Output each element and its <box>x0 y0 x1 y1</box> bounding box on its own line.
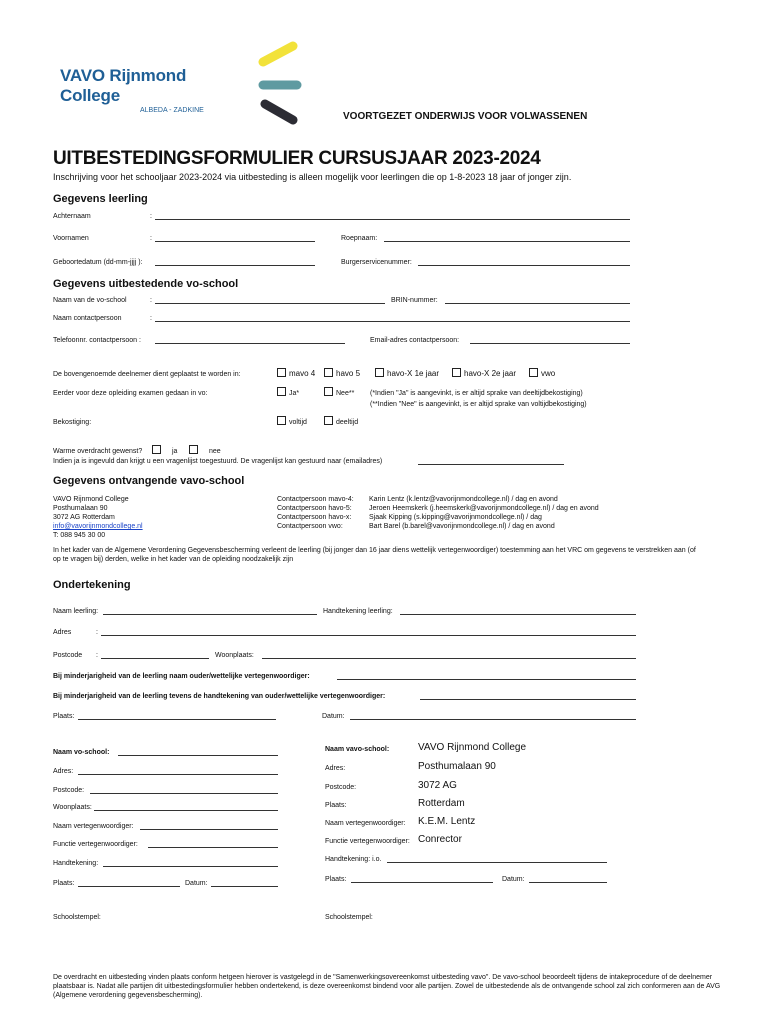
vragenlijst-email-field[interactable] <box>418 464 564 465</box>
label-postcode-vavo: Postcode: <box>325 784 357 791</box>
checkbox-icon[interactable] <box>452 368 461 377</box>
datum-vo-field[interactable] <box>211 886 278 887</box>
intro-text: Inschrijving voor het schooljaar 2023-2024 via uitbesteding is alleen mogelijk voor leerlingen die op 1-8-2023 18 jaar of jonger zijn. <box>53 172 572 182</box>
checkbox-icon[interactable] <box>324 387 333 396</box>
label-naam-vavo-school: Naam vavo-school: <box>325 746 390 753</box>
checkbox-icon[interactable] <box>324 368 333 377</box>
checkbox-icon[interactable] <box>277 368 286 377</box>
section-vo-school: Gegevens uitbestedende vo-school <box>53 278 239 290</box>
label-handtekening-vavo: Handtekening: i.o. <box>325 856 382 863</box>
label-brin: BRIN-nummer: <box>391 297 438 304</box>
label-handtekening-leerling: Handtekening leerling: <box>323 608 393 615</box>
indien-text: Indien ja is ingevuld dan krijgt u een vragenlijst toegestuurd. De vragenlijst kan gestuurd naar (emailadres) <box>53 458 383 465</box>
postcode-field[interactable] <box>101 658 209 659</box>
label-naam-vo: Naam van de vo-school <box>53 297 127 304</box>
value-naam-vavo-school: VAVO Rijnmond College <box>418 742 527 753</box>
label-plaats-vavo-2: Plaats: <box>325 876 347 883</box>
plaats-field[interactable] <box>78 719 276 720</box>
plaats-vavo-field[interactable] <box>351 882 493 883</box>
colon: : <box>150 297 152 304</box>
checkbox-icon[interactable] <box>277 387 286 396</box>
label-functie-vertegenwoordiger-vo: Functie vertegenwoordiger: <box>53 841 138 848</box>
email-field[interactable] <box>470 343 630 344</box>
colon: : <box>150 315 152 322</box>
ouder-handtekening-field[interactable] <box>420 699 636 700</box>
page-title: UITBESTEDINGSFORMULIER CURSUSJAAR 2023-2024 <box>53 148 541 169</box>
label-datum-vo: Datum: <box>185 880 208 887</box>
label-warme: Warme overdracht gewenst? <box>53 448 143 455</box>
label-minderjarig-handtekening: Bij minderjarigheid van de leerling tevens de handtekening van ouder/wettelijke vertegenwoordiger: <box>53 693 386 700</box>
option-deeltijd[interactable]: deeltijd <box>324 416 358 427</box>
label-schoolstempel-vavo: Schoolstempel: <box>325 914 373 921</box>
contact-row: Contactpersoon havo-x: Sjaak Kipping (s.kipping@vavorijnmondcollege.nl) / dag <box>277 514 542 521</box>
brin-field[interactable] <box>445 303 630 304</box>
value-adres-vavo: Posthumalaan 90 <box>418 761 496 772</box>
footer-text: De overdracht en uitbesteding vinden plaats conform hetgeen hierover is vastgelegd in de "Samenwerkingsovereenkomst uitbesteding vavo". De vavo-school beoordeelt tijdens de intakeprocedure of de deelnemer plaatsbaar is. Nadat alle partijen dit uitbestedingsformulier hebben ondertekend, is deze overeenkomst bindend voor alle partijen. Zowel de uitbestedende als de ontvangende school zal zich conformeren aan de AVG (Algemene verordening gegevensbescherming). <box>53 974 721 999</box>
label-adres-vavo: Adres: <box>325 765 346 772</box>
label-postcode-vo: Postcode: <box>53 787 85 794</box>
vavo-address-line: VAVO Rijnmond College <box>53 496 129 503</box>
label-woonplaats-vo: Woonplaats: <box>53 804 92 811</box>
logo-sub-text: ALBEDA - ZADKINE <box>140 107 204 114</box>
handtekening-leerling-field[interactable] <box>400 614 636 615</box>
vavo-contacts <box>277 495 599 531</box>
value-plaats-vavo: Rotterdam <box>418 798 465 809</box>
adres-field[interactable] <box>101 635 636 636</box>
datum-vavo-field[interactable] <box>529 882 607 883</box>
colon: : <box>150 235 152 242</box>
checkbox-icon[interactable] <box>152 445 161 454</box>
contact-row: Contactpersoon vwo: Bart Barel (b.barel@vavorijnmondcollege.nl) / dag en avond <box>277 523 555 530</box>
option-vwo[interactable]: vwo <box>529 368 555 378</box>
option-warme-nee[interactable]: nee <box>189 445 221 456</box>
vavo-address-line: Posthumalaan 90 <box>53 505 108 512</box>
section-leerling: Gegevens leerling <box>53 193 148 205</box>
colon: : <box>150 213 152 220</box>
label-naam-vertegenwoordiger-vavo: Naam vertegenwoordiger: <box>325 820 406 827</box>
colon: : <box>96 652 98 659</box>
woonplaats-vo-field[interactable] <box>94 810 278 811</box>
label-functie-vertegenwoordiger-vavo: Functie vertegenwoordiger: <box>325 838 410 845</box>
label-achternaam: Achternaam <box>53 213 91 220</box>
telefoon-field[interactable] <box>155 343 345 344</box>
label-eerder: Eerder voor deze opleiding examen gedaan in vo: <box>53 390 208 397</box>
label-datum: Datum: <box>322 713 345 720</box>
label-naam-vertegenwoordiger-vo: Naam vertegenwoordiger: <box>53 823 134 830</box>
label-roepnaam: Roepnaam: <box>341 235 378 242</box>
contact-row: Contactpersoon mavo-4: Karin Lentz (k.lentz@vavorijnmondcollege.nl) / dag en avond <box>277 496 558 503</box>
label-postcode: Postcode <box>53 652 83 659</box>
label-plaats: Plaats: <box>53 713 75 720</box>
label-datum-vavo: Datum: <box>502 876 525 883</box>
note-ja: (*Indien "Ja" is aangevinkt, is er altijd sprake van deeltijdbekostiging) <box>370 390 583 397</box>
contactpersoon-field[interactable] <box>155 321 630 322</box>
option-warme-ja[interactable]: ja <box>152 445 177 456</box>
option-mavo4[interactable]: mavo 4 <box>277 368 315 378</box>
plaats-vo-field[interactable] <box>78 886 180 887</box>
woonplaats-field[interactable] <box>262 658 636 659</box>
label-geboortedatum: Geboortedatum (dd-mm-jjjj ): <box>53 259 143 266</box>
label-bsn: Burgerservicenummer: <box>341 259 412 266</box>
roepnaam-field[interactable] <box>384 241 630 242</box>
label-minderjarig-naam: Bij minderjarigheid van de leerling naam ouder/wettelijke vertegenwoordiger: <box>53 673 310 680</box>
handtekening-vo-field[interactable] <box>103 866 278 867</box>
avg-text: In het kader van de Algemene Verordening Gegevensbescherming verleent de leerling (bij jonger dan 16 jaar diens wettelijk vertegenwoordiger) toestemming aan het VRC om gegevens te verstrekken aan (of op te vragen bij) derden, welke in het kader van de opleiding noodzakelijk zijn <box>53 547 696 563</box>
value-postcode-vavo: 3072 AG <box>418 780 457 791</box>
label-adres-vo: Adres: <box>53 768 74 775</box>
checkbox-icon[interactable] <box>324 416 333 425</box>
geboortedatum-field[interactable] <box>155 265 315 266</box>
functie-vertegenwoordiger-vo-field[interactable] <box>148 847 278 848</box>
handtekening-vavo-field[interactable] <box>387 862 607 863</box>
label-plaats-vo: Plaats: <box>53 880 75 887</box>
vavo-email-link[interactable]: info@vavorijnmondcollege.nl <box>53 523 143 530</box>
section-vavo: Gegevens ontvangende vavo-school <box>53 475 245 487</box>
checkbox-icon[interactable] <box>529 368 538 377</box>
logo <box>60 66 250 114</box>
option-nee[interactable]: Nee** <box>324 387 354 398</box>
option-havo5[interactable]: havo 5 <box>324 368 360 378</box>
section-ondertekening: Ondertekening <box>53 579 131 591</box>
postcode-vo-field[interactable] <box>90 793 278 794</box>
naam-vo-field[interactable] <box>155 303 385 304</box>
value-functie-vertegenwoordiger-vavo: Conrector <box>418 834 462 845</box>
label-plaats-vavo: Plaats: <box>325 802 347 809</box>
label-naam-leerling: Naam leerling: <box>53 608 99 615</box>
checkbox-icon[interactable] <box>189 445 198 454</box>
option-havox2[interactable]: havo-X 2e jaar <box>452 368 516 378</box>
adres-vo-field[interactable] <box>78 774 278 775</box>
voornamen-field[interactable] <box>155 241 315 242</box>
vavo-address <box>53 495 143 540</box>
label-bovengenoemde: De bovengenoemde deelnemer dient geplaatst te worden in: <box>53 371 241 378</box>
ouder-naam-field[interactable] <box>337 679 636 680</box>
achternaam-field[interactable] <box>155 219 630 220</box>
label-email: Email-adres contactpersoon: <box>370 337 460 344</box>
datum-field[interactable] <box>350 719 636 720</box>
vavo-phone: T: 088 945 30 00 <box>53 532 106 539</box>
label-schoolstempel-vo: Schoolstempel: <box>53 914 101 921</box>
bsn-field[interactable] <box>418 265 630 266</box>
vavo-address-line: 3072 AG Rotterdam <box>53 514 115 521</box>
label-bekostiging: Bekostiging: <box>53 419 92 426</box>
note-nee: (**Indien "Nee" is aangevinkt, is er altijd sprake van voltijdbekostiging) <box>370 401 587 408</box>
label-naam-vo-school: Naam vo-school: <box>53 749 110 756</box>
naam-leerling-field[interactable] <box>103 614 317 615</box>
label-woonplaats: Woonplaats: <box>215 652 254 659</box>
contact-row: Contactpersoon havo-5: Jeroen Heemskerk (j.heemskerk@vavorijnmondcollege.nl) / dag en avond <box>277 505 599 512</box>
option-havox1[interactable]: havo-X 1e jaar <box>375 368 439 378</box>
label-handtekening-vo: Handtekening: <box>53 860 99 867</box>
colon: : <box>96 629 98 636</box>
label-voornamen: Voornamen <box>53 235 89 242</box>
logo-main-text: VAVO Rijnmond College <box>60 66 187 105</box>
option-voltijd[interactable]: voltijd <box>277 416 307 427</box>
checkbox-icon[interactable] <box>277 416 286 425</box>
checkbox-icon[interactable] <box>375 368 384 377</box>
label-adres: Adres <box>53 629 72 636</box>
tagline: VOORTGEZET ONDERWIJS VOOR VOLWASSENEN <box>343 111 588 122</box>
logo-stripes-icon <box>255 40 305 125</box>
label-contactpersoon: Naam contactpersoon <box>53 315 122 322</box>
option-ja[interactable]: Ja* <box>277 387 299 398</box>
value-naam-vertegenwoordiger-vavo: K.E.M. Lentz <box>418 816 476 827</box>
naam-vo-school-field[interactable] <box>118 755 278 756</box>
label-telefoon: Telefoonnr. contactpersoon : <box>53 337 141 344</box>
naam-vertegenwoordiger-vo-field[interactable] <box>140 829 278 830</box>
